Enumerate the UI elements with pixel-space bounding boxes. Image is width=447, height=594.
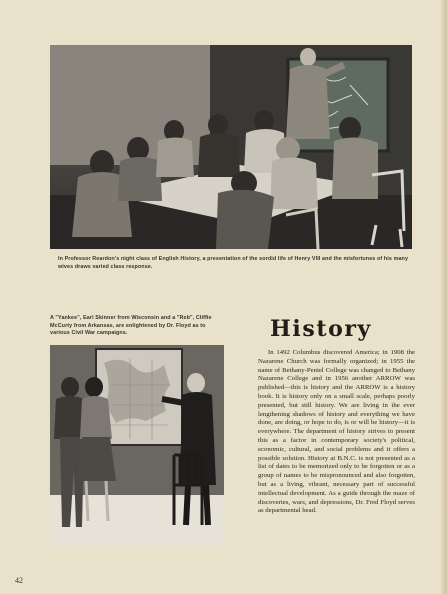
classroom-photo <box>50 45 412 249</box>
article-body: In 1492 Columbus discovered America; in 1908 the Nazarene Church was formally organized; in 1955 the name of Bethany-Peniel College was changed to Bethany Nazarene College and in 1956 another ARROW was published—this is history and the ARROW is a history book. It is history only on a small scale, perhaps poorly presented, but still history. We are living in the ever lengthening shadows of history and everything we have done, are doing, or hope to do, is or will be history—it is everywhere. The department of history strives to present this as a factor in contemporary society's political, economic, cultural, and social problems and it offers a possible solution. History at B.N.C. is not presented as a list of dates to be memorized only to be forgotten or as a group of names to be mispronounced and also forgotten, but as a living, vibrant, necessary part of successful intellectual development. As a guide through the maze of discoveries, wars, and depressions, Dr. Fred Floyd serves as departmental head. <box>258 349 415 515</box>
map-scene-illustration <box>50 345 224 545</box>
page-number: 42 <box>15 576 23 585</box>
page-binding-edge <box>441 0 447 594</box>
page-title: History <box>270 316 372 342</box>
map-scene-photo <box>50 345 224 545</box>
classroom-illustration <box>50 45 412 249</box>
classroom-caption: In Professor Reardon's night class of English History, a presentation of the sordid life of Henry VIII and the misfortunes of his many wives draws varied class response. <box>58 256 409 270</box>
map-scene-caption: A "Yankee", Earl Skinner from Wisconsin and a "Reb", Cliffie McCurty from Arkansas, are enlightened by Dr. Floyd as to various Civil War campaigns. <box>50 315 212 337</box>
